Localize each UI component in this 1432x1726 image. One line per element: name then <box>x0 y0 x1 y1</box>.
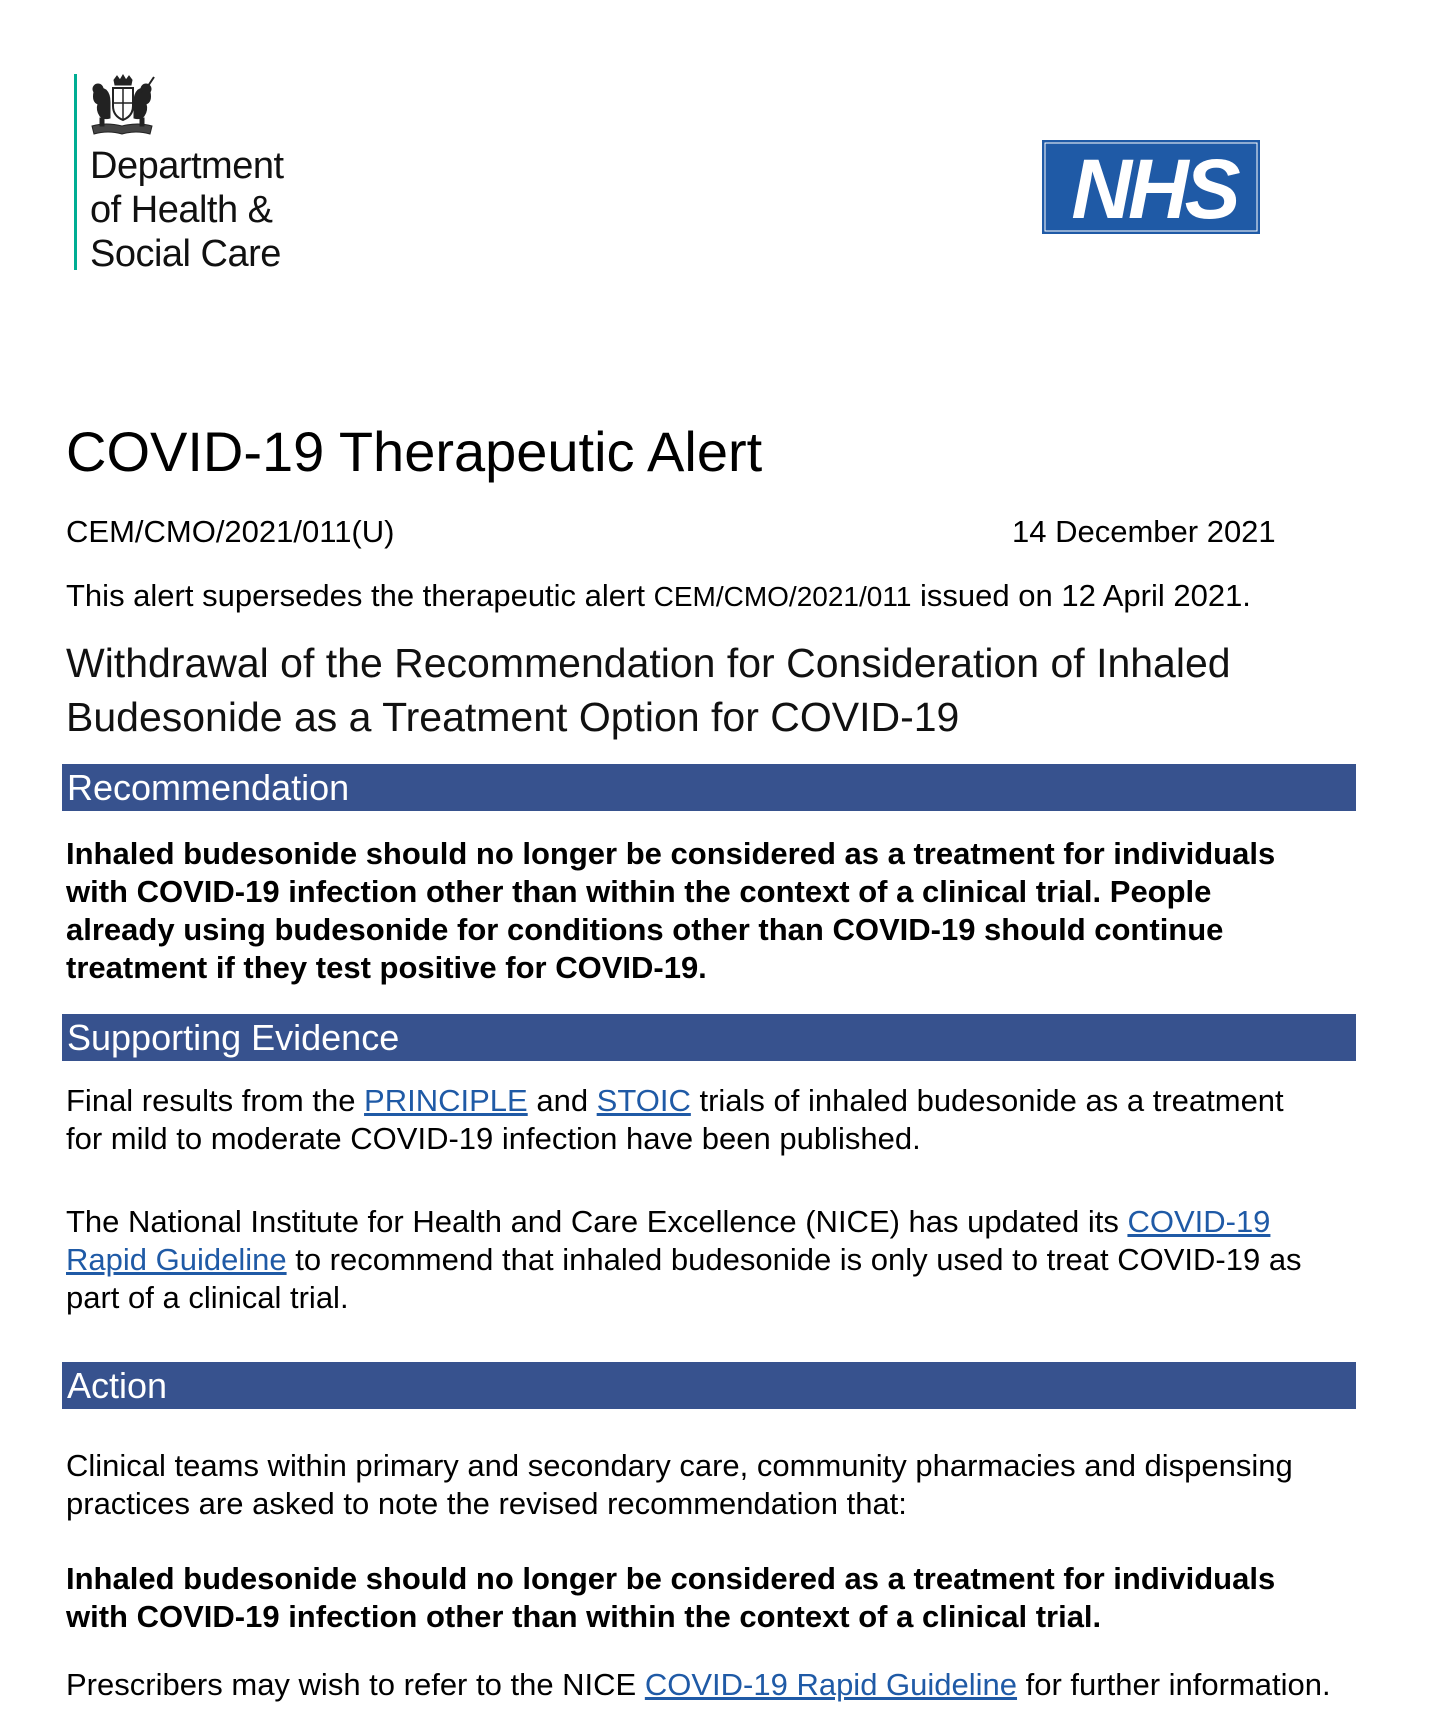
dhsc-logo-text <box>90 144 284 276</box>
section-heading-action: Action <box>62 1362 1356 1409</box>
text-span: trials of inhaled budesonide as a treatment <box>690 1083 1284 1118</box>
recommendation-line: Inhaled budesonide should no longer be considered as a treatment for individuals <box>66 836 1276 871</box>
evidence-p1-line <box>66 1082 1366 1120</box>
action-p1-line: practices are asked to note the revised recommendation that: <box>66 1486 907 1521</box>
action-bold-line: with COVID-19 infection other than within the context of a clinical trial. <box>66 1599 1102 1634</box>
stoic-trial-link[interactable]: STOIC <box>596 1083 691 1118</box>
text-span: Final results from the <box>66 1083 365 1118</box>
subtitle-line: Withdrawal of the Recommendation for Consideration of Inhaled <box>66 640 1231 686</box>
dhsc-logo-line: of Health & <box>90 189 273 231</box>
evidence-p2-line: part of a clinical trial. <box>66 1280 349 1315</box>
nhs-logo <box>1042 140 1260 234</box>
action-bold-line: Inhaled budesonide should no longer be considered as a treatment for individuals <box>66 1561 1276 1596</box>
nice-rapid-guideline-link[interactable]: COVID-19 Rapid Guideline <box>644 1667 1018 1702</box>
nice-guideline-link-part-1[interactable]: COVID-19 <box>1127 1204 1271 1239</box>
alert-date: 14 December 2021 <box>1012 514 1276 549</box>
action-p1-line: Clinical teams within primary and secondary care, community pharmacies and dispensing <box>66 1448 1293 1483</box>
dhsc-logo-line: Department <box>90 145 284 187</box>
supersedes-notice <box>66 578 1251 615</box>
text-span: and <box>527 1083 597 1118</box>
evidence-paragraph-1 <box>66 1082 1366 1158</box>
text-span: to recommend that inhaled budesonide is only used to treat COVID-19 as <box>286 1242 1302 1277</box>
supersedes-suffix: issued on 12 April 2021. <box>911 578 1251 613</box>
text-span: for further information. <box>1017 1667 1331 1702</box>
section-heading-recommendation: Recommendation <box>62 764 1356 811</box>
evidence-p1-line: for mild to moderate COVID-19 infection have been published. <box>66 1121 921 1156</box>
evidence-p2-line <box>66 1203 1366 1241</box>
nhs-logo-text: NHS <box>1071 142 1237 234</box>
dhsc-logo-line: Social Care <box>90 233 281 275</box>
action-paragraph-3 <box>66 1666 1366 1704</box>
principle-trial-link[interactable]: PRINCIPLE <box>364 1083 528 1118</box>
recommendation-line: treatment if they test positive for COVID-19. <box>66 950 707 985</box>
evidence-p2-line <box>66 1241 1366 1279</box>
action-p3-line <box>66 1666 1366 1704</box>
action-bold-recommendation <box>66 1560 1366 1636</box>
alert-reference: CEM/CMO/2021/011(U) <box>66 514 395 549</box>
text-span: Prescribers may wish to refer to the NICE <box>66 1667 645 1702</box>
supersedes-prefix: This alert supersedes the therapeutic alert <box>66 578 654 613</box>
recommendation-text <box>66 835 1366 987</box>
evidence-paragraph-2 <box>66 1203 1366 1317</box>
subtitle-line: Budesonide as a Treatment Option for COVID-19 <box>66 694 960 740</box>
page-title: COVID-19 Therapeutic Alert <box>66 420 763 483</box>
section-heading-supporting-evidence: Supporting Evidence <box>62 1014 1356 1061</box>
superseded-reference: CEM/CMO/2021/011 <box>653 581 912 612</box>
recommendation-line: with COVID-19 infection other than within the context of a clinical trial. People <box>66 874 1212 909</box>
alert-subtitle <box>66 636 1386 744</box>
dhsc-logo-rule <box>74 74 77 270</box>
recommendation-line: already using budesonide for conditions other than COVID-19 should continue <box>66 912 1224 947</box>
text-span: The National Institute for Health and Care Excellence (NICE) has updated its <box>66 1204 1128 1239</box>
royal-coat-of-arms-icon <box>86 74 158 140</box>
action-paragraph-1 <box>66 1447 1366 1523</box>
nice-guideline-link-part-2[interactable]: Rapid Guideline <box>66 1242 287 1277</box>
